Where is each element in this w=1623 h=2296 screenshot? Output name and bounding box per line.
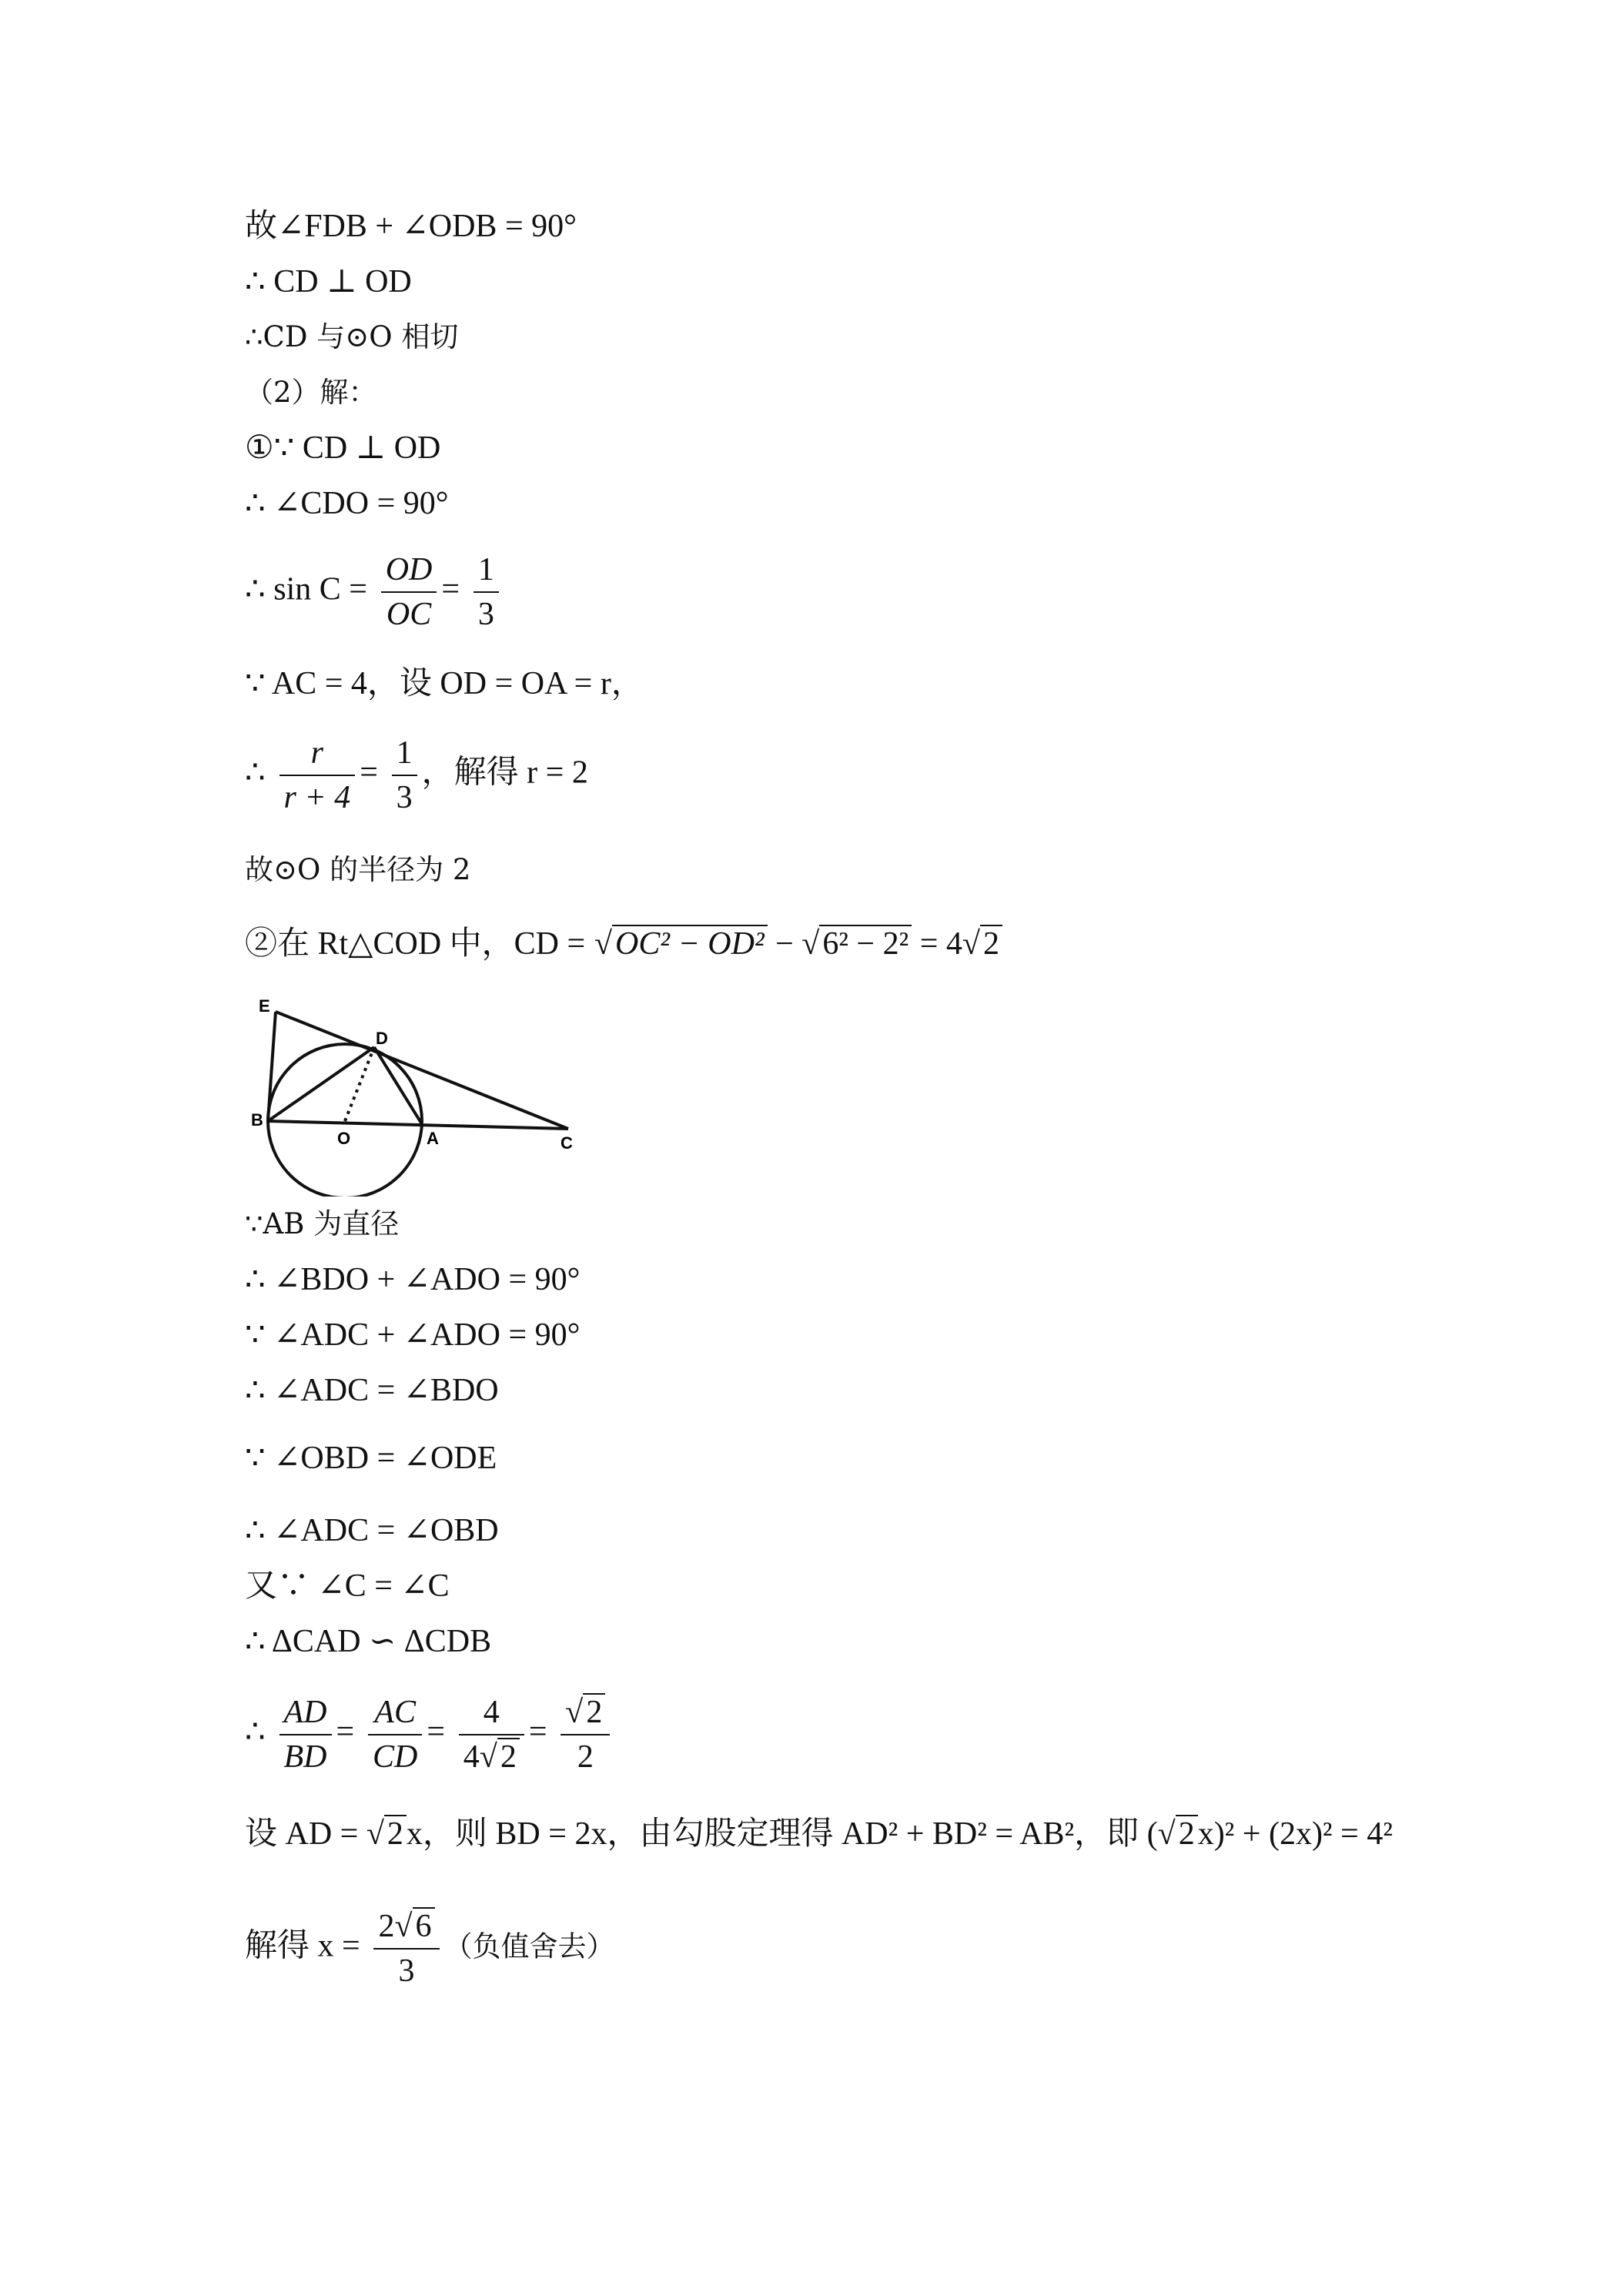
fraction: $\frac{1}{3}$ bbox=[474, 548, 499, 636]
fraction: $\frac{2√6}{3}$ bbox=[373, 1905, 439, 1993]
line-16: ∵ ∠OBD = ∠ODE bbox=[245, 1441, 497, 1476]
geometry-figure bbox=[245, 989, 599, 1197]
line-12: ∵AB 为直径 bbox=[245, 1207, 400, 1240]
line-1: 故∠FDB + ∠ODB = 90° bbox=[245, 209, 577, 244]
line-13: ∴ ∠BDO + ∠ADO = 90° bbox=[245, 1262, 581, 1297]
line-19: ∴ ΔCAD ∽ ΔCDB bbox=[245, 1624, 492, 1659]
fraction: $\frac{√2}{2}$ bbox=[561, 1691, 610, 1779]
line-21: 设 AD = √2x，则 BD = 2x，由勾股定理得 AD² + BD² = AB²，即 (√2x)² + (2x)² = 4² bbox=[245, 1816, 1393, 1852]
line-3: ∴CD 与⊙O 相切 bbox=[245, 320, 459, 353]
fraction: $\frac{AD}{BD}$ bbox=[279, 1691, 332, 1779]
label-o: O bbox=[337, 1129, 351, 1148]
line-17: ∴ ∠ADC = ∠OBD bbox=[245, 1513, 499, 1548]
line-15: ∴ ∠ADC = ∠BDO bbox=[245, 1373, 499, 1408]
fraction: $\frac{4}{4√2}$ bbox=[459, 1691, 524, 1779]
line-6: ∴ ∠CDO = 90° bbox=[245, 486, 449, 521]
line-10: 故⊙O 的半径为 2 bbox=[245, 853, 471, 886]
line-8: ∵ AC = 4，设 OD = OA = r， bbox=[245, 666, 644, 701]
line-22: 解得 x = $\frac{2√6}{3}$ （负值舍去） bbox=[245, 1905, 615, 1993]
line-2: ∴ CD ⊥ OD bbox=[245, 264, 412, 300]
segment-eb bbox=[268, 1012, 276, 1121]
label-a: A bbox=[427, 1129, 439, 1148]
segment-bc bbox=[268, 1121, 568, 1129]
line-14: ∵ ∠ADC + ∠ADO = 90° bbox=[245, 1317, 581, 1353]
line-9: ∴ $\frac{r}{r + 4}$ = $\frac{1}{3}$ ，解得 r = 2 bbox=[245, 731, 588, 819]
line-5: ①∵ CD ⊥ OD bbox=[245, 430, 441, 466]
label-e: E bbox=[259, 996, 270, 1016]
line-11: ②在 Rt△COD 中，CD = √OC² − OD² − √6² − 2² = 4√2 bbox=[245, 924, 1002, 965]
fraction: $\frac{r}{r + 4}$ bbox=[279, 731, 356, 819]
label-b: B bbox=[251, 1110, 263, 1130]
line-20: ∴ $\frac{AD}{BD}$ = $\frac{AC}{CD}$ = $\frac{4}{4√2}$ = $\frac{√2}{2}$ bbox=[245, 1691, 614, 1779]
fraction: $\frac{AC}{CD}$ bbox=[368, 1691, 422, 1779]
fraction: $\frac{1}{3}$ bbox=[392, 731, 417, 819]
line-4: （2）解： bbox=[245, 376, 377, 409]
line-7-sin: ∴ sin C = $\frac{OD}{OC}$ = $\frac{1}{3}$ bbox=[245, 548, 504, 636]
line-18: 又∵ ∠C = ∠C bbox=[245, 1568, 450, 1604]
fraction: $\frac{OD}{OC}$ bbox=[381, 548, 437, 636]
label-c: C bbox=[561, 1133, 573, 1153]
label-d: D bbox=[376, 1029, 388, 1048]
